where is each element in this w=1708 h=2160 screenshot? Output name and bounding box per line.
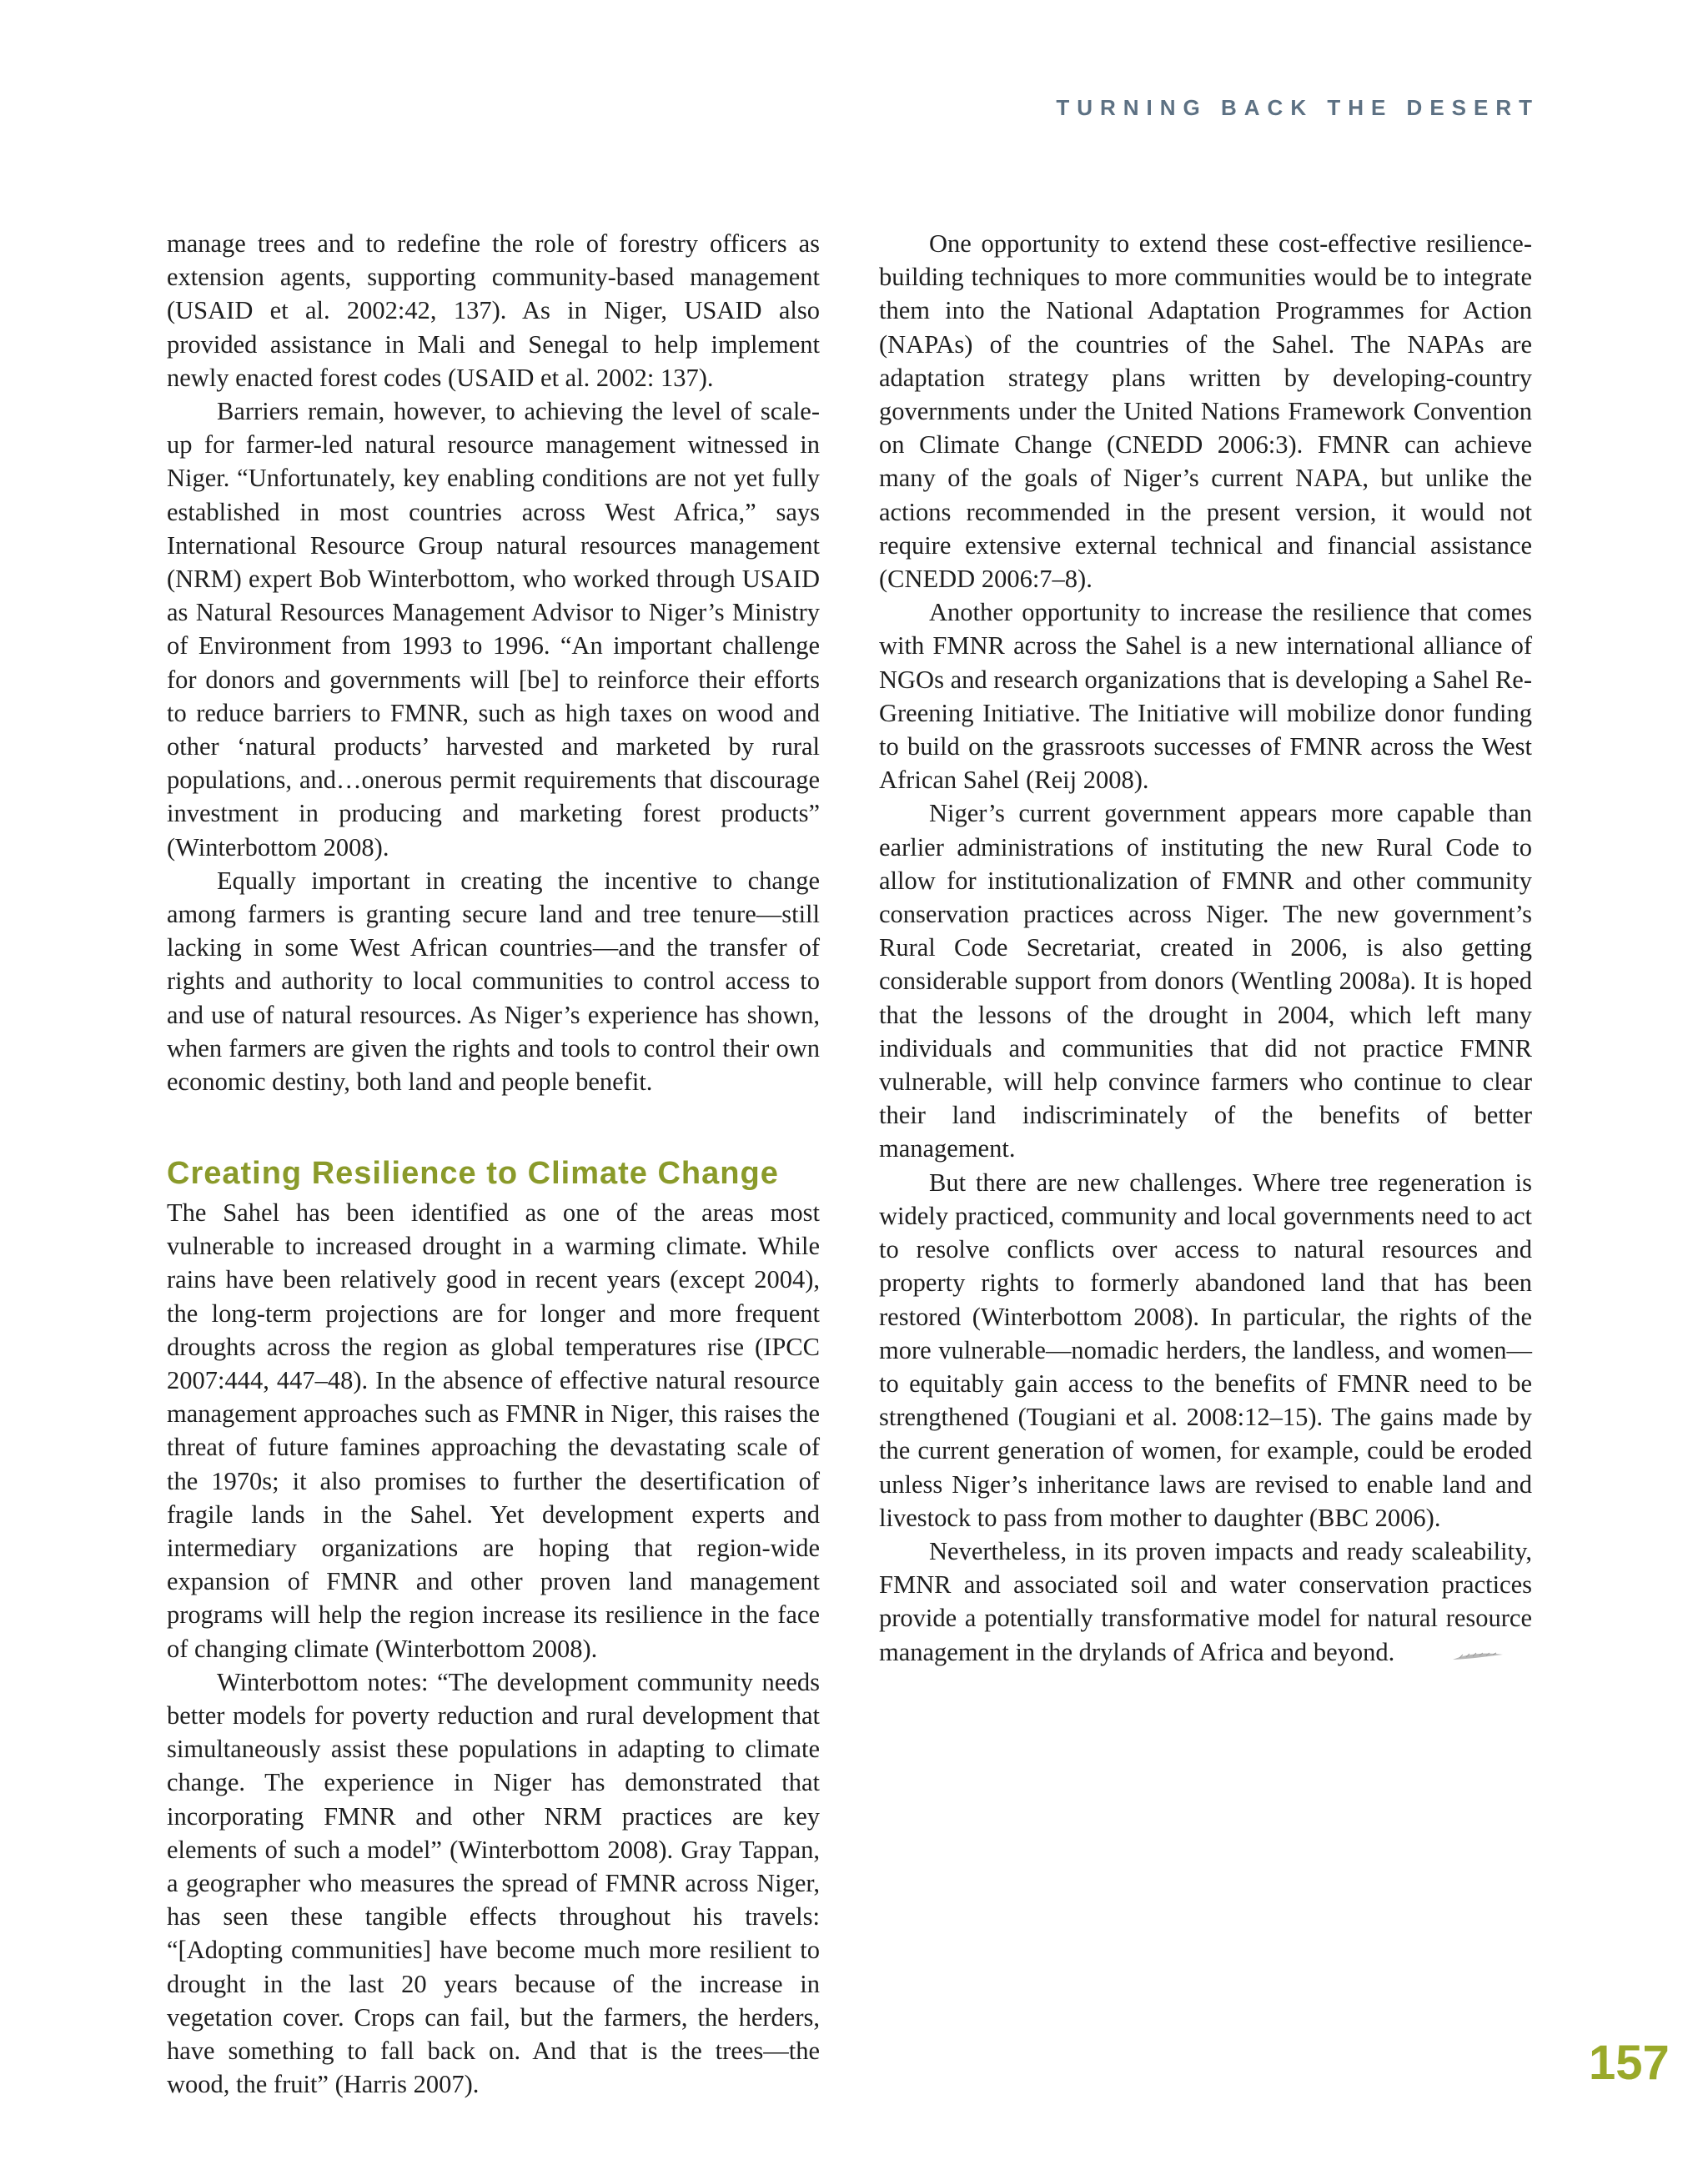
- page-number: 157: [1589, 2036, 1670, 2090]
- paragraph: manage trees and to redefine the role of forestry officers as extension agents, supporting community-based management (USAID et al. 2002:42, 137). As in Niger, USAID also provided assistance in Mali and Senegal to help implement newly enacted forest codes (USAID et al. 2002: 137).: [167, 229, 820, 392]
- left-column: [167, 227, 820, 1098]
- section-heading: Creating Resilience to Climate Change: [167, 1156, 779, 1191]
- paragraph: Winterbottom notes: “The development community needs better models for poverty reduction and rural development that simultaneously assist these populations in adapting to climate change. The experience in Niger has demonstrated that incorporating FMNR and other NRM practices are key elements of such a model” (Winterbottom 2008). Gray Tappan, a geographer who measures the spread of FMNR across Niger, has seen these tangible effects throughout his travels: “[Adopting communities] have become much more resilient to drought in the last 20 years because of the increase in vegetation cover. Crops can fail, but the farmers, the herders, have something to fall back on. And that is the trees—the wood, the fruit” (Harris 2007).: [167, 1667, 820, 2099]
- last-paragraph: [879, 1535, 1532, 1671]
- paragraph: But there are new challenges. Where tree regeneration is widely practiced, community and local governments need to act to resolve conflicts over access to natural resources and property rights to formerly abandoned land that has been restored (Winterbottom 2008). In particular, the rights of the more vulnerable—nomadic herders, the landless, and women—to equitably gain access to the benefits of FMNR need to be strengthened (Tougiani et al. 2008:12–15). The gains made by the current generation of women, for example, could be eroded unless Niger’s inheritance laws are revised to enable land and livestock to pass from mother to daughter (BBC 2006).: [879, 1168, 1532, 1532]
- paragraph: One opportunity to extend these cost-effective resilience-building techniques to more communities would be to integrate them into the National Adaptation Programmes for Action (NAPAs) of the countries of the Sahel. The NAPAs are adaptation strategy plans written by developing-country governments under the United Nations Framework Convention on Climate Change (CNEDD 2006:3). FMNR can achieve many of the goals of Niger’s current NAPA, but unlike the actions recommended in the present version, it would not require extensive external technical and financial assistance (CNEDD 2006:7–8).: [879, 229, 1532, 594]
- paragraph: Equally important in creating the incentive to change among farmers is granting secure land and tree tenure—still lacking in some West African countries—and the transfer of rights and authority to local communities to control access to and use of natural resources. As Niger’s experience has shown, when farmers are given the rights and tools to control their own economic destiny, both land and people benefit.: [167, 866, 820, 1097]
- leaf-end-mark-icon: [1401, 1637, 1505, 1670]
- right-column: [879, 227, 1532, 1671]
- section-body: [167, 1196, 820, 2101]
- paragraph: Barriers remain, however, to achieving the level of scale-up for farmer-led natural resource management witnessed in Niger. “Unfortunately, key enabling conditions are not yet fully established in most countries across West Africa,” says International Resource Group natural resources management (NRM) expert Bob Winterbottom, who worked through USAID as Natural Resources Management Advisor to Niger’s Ministry of Environment from 1993 to 1996. “An important challenge for donors and governments will [be] to reinforce their efforts to reduce barriers to FMNR, such as high taxes on wood and other ‘natural products’ harvested and marketed by rural populations, and…onerous permit requirements that discourage investment in producing and marketing forest products” (Winterbottom 2008).: [167, 397, 820, 861]
- running-head: TURNING BACK THE DESERT: [1056, 95, 1540, 120]
- paragraph: Niger’s current government appears more capable than earlier administrations of instituting the new Rural Code to allow for institutionalization of FMNR and other community conservation practices across Niger. The new government’s Rural Code Secretariat, created in 2006, is also getting considerable support from donors (Wentling 2008a). It is hoped that the lessons of the drought in 2004, which left many individuals and communities that did not practice FMNR vulnerable, will help convince farmers who continue to clear their land indiscriminately of the benefits of better management.: [879, 799, 1532, 1163]
- paragraph: The Sahel has been identified as one of the areas most vulnerable to increased drought in a warming climate. While rains have been relatively good in recent years (except 2004), the long-term projections are for longer and more frequent droughts across the region as global temperatures rise (IPCC 2007:444, 447–48). In the absence of effective natural resource management approaches such as FMNR in Niger, this raises the threat of future famines approaching the devastating scale of the 1970s; it also promises to further the desertification of fragile lands in the Sahel. Yet development experts and intermediary organizations are hoping that region-wide expansion of FMNR and other proven land management programs will help the region increase its resilience in the face of changing climate (Winterbottom 2008).: [167, 1198, 820, 1663]
- paragraph-text: Nevertheless, in its proven impacts and ready scaleability, FMNR and associated soil and water conservation practices provide a potentially transformative model for natural resource management in the drylands of Africa and beyond.: [879, 1536, 1532, 1666]
- paragraph: Another opportunity to increase the resilience that comes with FMNR across the Sahel is a new international alliance of NGOs and research organizations that is developing a Sahel Re-Greening Initiative. The Initiative will mobilize donor funding to build on the grassroots successes of FMNR across the West African Sahel (Reij 2008).: [879, 598, 1532, 795]
